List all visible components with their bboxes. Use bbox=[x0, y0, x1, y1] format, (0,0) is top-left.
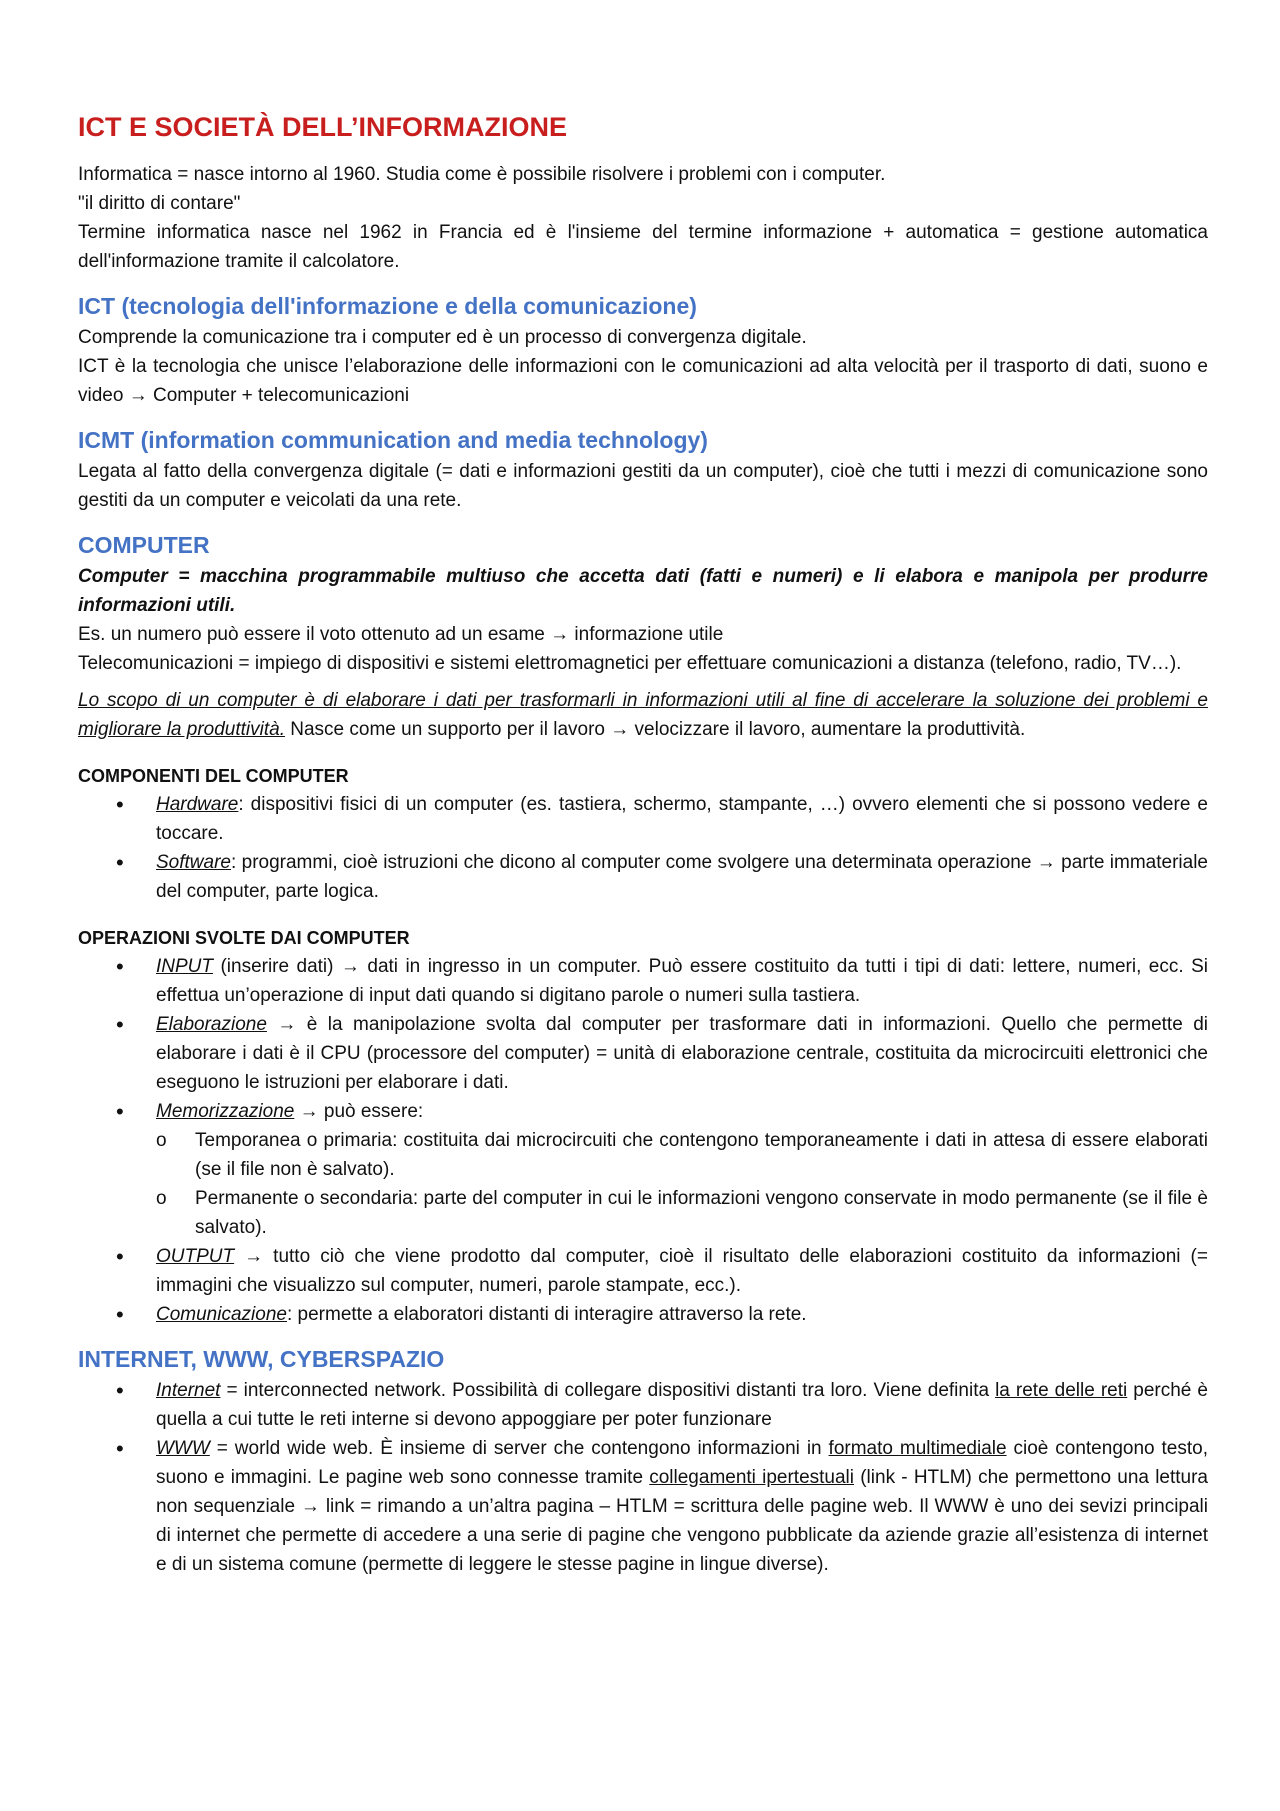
elaborazione-text: → è la manipolazione svolta dal computer per trasformare dati in informazioni. Quello che permette di elaborare i dati è il CPU (processore del computer) = unità di elaborazione centrale, costituita da microcircuiti elettronici che eseguono le istruzioni per elaborare i dati. bbox=[156, 1014, 1208, 1093]
intro-line-1: Informatica = nasce intorno al 1960. Studia come è possibile risolvere i problemi con i computer. bbox=[78, 164, 886, 185]
document-body bbox=[78, 108, 1208, 1579]
sublist-item: o Temporanea o primaria: costituita dai microcircuiti che contengono temporaneamente i dati in attesa di essere elaborati (se il file non è salvato). bbox=[156, 1126, 1208, 1184]
input-text: (inserire dati) → dati in ingresso in un computer. Può essere costituito da tutti i tipi di dati: lettere, numeri, ecc. Si effettua un’operazione di input dati quando si digitano parole o numeri sulla tastiera. bbox=[156, 956, 1208, 1006]
sublist-item: o Permanente o secondaria: parte del computer in cui le informazioni vengono conservate in modo permanente (se il file è salvato). bbox=[156, 1184, 1208, 1242]
componenti-heading: COMPONENTI DEL COMPUTER bbox=[78, 766, 349, 786]
hardware-term: Hardware bbox=[156, 794, 239, 815]
telecomunicazioni-paragraph: Telecomunicazioni = impiego di dispositivi e sistemi elettromagnetici per effettuare comunicazioni a distanza (telefono, radio, TV…). bbox=[78, 653, 1182, 674]
internet-underlined: la rete delle reti bbox=[995, 1380, 1128, 1401]
computer-scope-rest: Nasce come un supporto per il lavoro → velocizzare il lavoro, aumentare la produttività. bbox=[284, 719, 1026, 740]
ict-heading: ICT (tecnologia dell'informazione e della comunicazione) bbox=[78, 293, 697, 319]
computer-example: Es. un numero può essere il voto ottenuto ad un esame → informazione utile bbox=[78, 624, 724, 645]
list-item bbox=[78, 1376, 1208, 1434]
www-text-c: (link - HTLM) che permettono una lettura non sequenziale → link = rimando a un’altra pagina – HTLM = scrittura delle pagine web. Il WWW è uno dei sevizi principali di internet che permette di accedere a una serie di pagine che vengono pubblicate da aziende grazie all’esistenza di internet e di un sistema comune (permette di leggere le stesse pagine in lingue diverse). bbox=[156, 1467, 1208, 1575]
www-text-a: = world wide web. È insieme di server che contengono informazioni in bbox=[209, 1438, 829, 1459]
computer-scope-underlined: Lo scopo di un computer è di elaborare i dati per trasformarli in informazioni utili al fine di accelerare la soluzione dei problemi e migliorare la produttività. bbox=[78, 690, 1208, 740]
intro-section bbox=[78, 160, 1208, 276]
internet-list bbox=[78, 1376, 1208, 1579]
icmt-heading: ICMT (information communication and media technology) bbox=[78, 427, 708, 453]
internet-term: Internet bbox=[156, 1380, 221, 1401]
memorizzazione-sublist bbox=[156, 1126, 1208, 1242]
output-term: OUTPUT bbox=[156, 1246, 235, 1267]
document-title: ICT E SOCIETÀ DELL’INFORMAZIONE bbox=[78, 112, 568, 142]
www-underlined-b: collegamenti ipertestuali bbox=[649, 1467, 855, 1488]
memorizzazione-term: Memorizzazione bbox=[156, 1101, 295, 1122]
computer-definition: Computer = macchina programmabile multiuso che accetta dati (fatti e numeri) e li elabora e manipola per produrre informazioni utili. bbox=[78, 566, 1208, 616]
www-underlined-a: formato multimediale bbox=[828, 1438, 1007, 1459]
list-item bbox=[78, 1242, 1208, 1300]
input-term: INPUT bbox=[156, 956, 213, 977]
software-text: : programmi, cioè istruzioni che dicono al computer come svolgere una determinata operazione → parte immateriale del computer, parte logica. bbox=[156, 852, 1208, 902]
computer-heading: COMPUTER bbox=[78, 532, 210, 558]
output-text: → tutto ciò che viene prodotto dal computer, cioè il risultato delle elaborazioni costituito da informazioni (= immagini che visualizzo sul computer, numeri, parole stampate, ecc.). bbox=[156, 1246, 1208, 1296]
operazioni-list bbox=[78, 952, 1208, 1329]
list-item bbox=[78, 1010, 1208, 1097]
list-item bbox=[78, 790, 1208, 848]
computer-section bbox=[78, 529, 1208, 744]
internet-text-b: perché è quella a cui tutte le reti interne si devono appoggiare per poter funzionare bbox=[156, 1380, 1208, 1430]
ict-paragraph-2: ICT è la tecnologia che unisce l’elaborazione delle informazioni con le comunicazioni ad alta velocità per il trasporto di dati, suono e video → Computer + telecomunicazioni bbox=[78, 356, 1208, 406]
componenti-section bbox=[78, 762, 1208, 906]
ict-paragraph-1: Comprende la comunicazione tra i computer ed è un processo di convergenza digitale. bbox=[78, 327, 807, 348]
internet-text-a: = interconnected network. Possibilità di collegare dispositivi distanti tra loro. Viene definita bbox=[220, 1380, 996, 1401]
list-item bbox=[78, 1097, 1208, 1242]
operazioni-section bbox=[78, 924, 1208, 1329]
memorizzazione-text: → può essere: bbox=[294, 1101, 424, 1122]
software-term: Software bbox=[156, 852, 231, 873]
www-term: WWW bbox=[156, 1438, 210, 1459]
www-text-b: cioè contengono testo, suono e immagini. Le pagine web sono connesse tramite bbox=[156, 1438, 1208, 1488]
operazioni-heading: OPERAZIONI SVOLTE DAI COMPUTER bbox=[78, 928, 410, 948]
internet-heading: INTERNET, WWW, CYBERSPAZIO bbox=[78, 1346, 445, 1372]
list-item bbox=[78, 1300, 1208, 1329]
internet-section bbox=[78, 1343, 1208, 1579]
intro-line-2: "il diritto di contare" bbox=[78, 193, 241, 214]
list-item bbox=[78, 952, 1208, 1010]
comunicazione-text: : permette a elaboratori distanti di interagire attraverso la rete. bbox=[286, 1304, 807, 1325]
ict-section bbox=[78, 290, 1208, 410]
hardware-text: : dispositivi fisici di un computer (es. tastiera, schermo, stampante, …) ovvero elementi che si possono vedere e toccare. bbox=[156, 794, 1208, 844]
icmt-section bbox=[78, 424, 1208, 515]
icmt-paragraph: Legata al fatto della convergenza digitale (= dati e informazioni gestiti da un computer), cioè che tutti i mezzi di comunicazione sono gestiti da un computer e veicolati da una rete. bbox=[78, 461, 1208, 511]
intro-line-3: Termine informatica nasce nel 1962 in Francia ed è l'insieme del termine informazione + automatica = gestione automatica dell'informazione tramite il calcolatore. bbox=[78, 222, 1208, 272]
comunicazione-term: Comunicazione bbox=[156, 1304, 287, 1325]
list-item bbox=[78, 848, 1208, 906]
computer-scope-paragraph bbox=[78, 686, 1208, 744]
componenti-list bbox=[78, 790, 1208, 906]
list-item bbox=[78, 1434, 1208, 1579]
elaborazione-term: Elaborazione bbox=[156, 1014, 267, 1035]
